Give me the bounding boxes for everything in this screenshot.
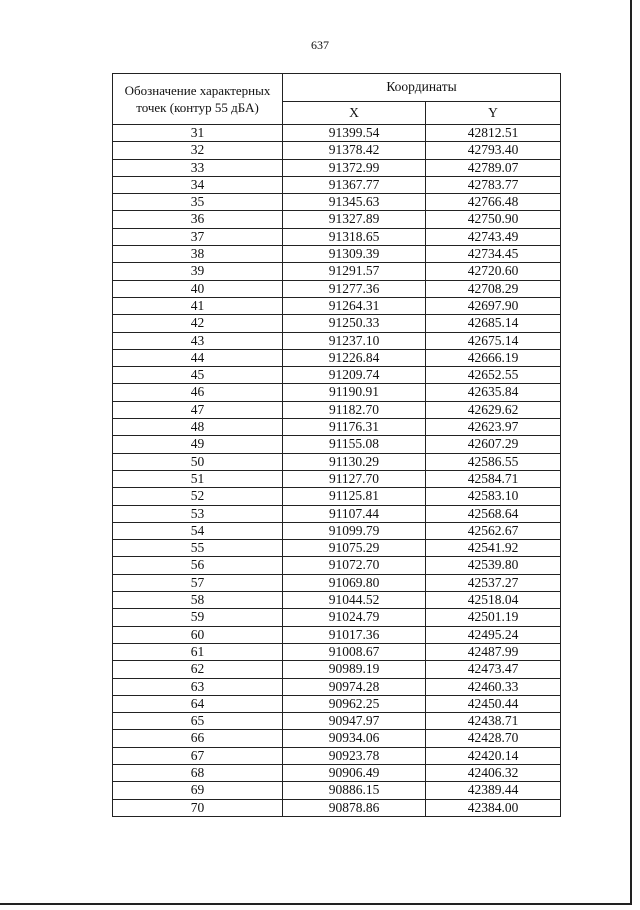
table-row [113, 626, 561, 643]
y-coordinate-cell: 42766.48 [426, 194, 561, 211]
point-id-cell: 37 [113, 228, 283, 245]
x-coordinate-cell: 91399.54 [283, 125, 426, 142]
y-coordinate-cell: 42789.07 [426, 159, 561, 176]
x-coordinate-cell: 91345.63 [283, 194, 426, 211]
y-coordinate-cell: 42743.49 [426, 228, 561, 245]
x-coordinate-cell: 91327.89 [283, 211, 426, 228]
point-id-cell: 58 [113, 592, 283, 609]
x-coordinate-cell: 90974.28 [283, 678, 426, 695]
x-header: X [283, 101, 426, 124]
table-row [113, 263, 561, 280]
y-coordinate-cell: 42586.55 [426, 453, 561, 470]
point-id-cell: 56 [113, 557, 283, 574]
table-row [113, 643, 561, 660]
x-coordinate-cell: 91372.99 [283, 159, 426, 176]
table-row [113, 522, 561, 539]
point-id-cell: 32 [113, 142, 283, 159]
table-row [113, 557, 561, 574]
y-coordinate-cell: 42629.62 [426, 401, 561, 418]
x-coordinate-cell: 91072.70 [283, 557, 426, 574]
x-coordinate-cell: 91190.91 [283, 384, 426, 401]
y-coordinate-cell: 42562.67 [426, 522, 561, 539]
table-row [113, 592, 561, 609]
table-row [113, 453, 561, 470]
point-id-cell: 53 [113, 505, 283, 522]
point-designation-header: Обозначение характерных точек (контур 55 дБА) [113, 74, 283, 125]
table-row [113, 799, 561, 816]
table-row [113, 661, 561, 678]
point-id-cell: 64 [113, 695, 283, 712]
y-coordinate-cell: 42635.84 [426, 384, 561, 401]
table-row [113, 297, 561, 314]
x-coordinate-cell: 90906.49 [283, 764, 426, 781]
y-coordinate-cell: 42584.71 [426, 470, 561, 487]
point-id-cell: 39 [113, 263, 283, 280]
y-coordinate-cell: 42793.40 [426, 142, 561, 159]
table-row [113, 176, 561, 193]
table-row [113, 488, 561, 505]
table-row [113, 609, 561, 626]
x-coordinate-cell: 91069.80 [283, 574, 426, 591]
y-coordinate-cell: 42537.27 [426, 574, 561, 591]
point-id-cell: 46 [113, 384, 283, 401]
x-coordinate-cell: 91024.79 [283, 609, 426, 626]
x-coordinate-cell: 91237.10 [283, 332, 426, 349]
y-coordinate-cell: 42438.71 [426, 713, 561, 730]
point-id-cell: 50 [113, 453, 283, 470]
point-id-cell: 59 [113, 609, 283, 626]
y-coordinate-cell: 42473.47 [426, 661, 561, 678]
point-id-cell: 70 [113, 799, 283, 816]
x-coordinate-cell: 90947.97 [283, 713, 426, 730]
x-coordinate-cell: 91075.29 [283, 540, 426, 557]
table-row [113, 211, 561, 228]
x-coordinate-cell: 91008.67 [283, 643, 426, 660]
y-coordinate-cell: 42541.92 [426, 540, 561, 557]
table-row [113, 315, 561, 332]
point-id-cell: 36 [113, 211, 283, 228]
table-row [113, 159, 561, 176]
y-coordinate-cell: 42406.32 [426, 764, 561, 781]
x-coordinate-cell: 91099.79 [283, 522, 426, 539]
x-coordinate-cell: 91155.08 [283, 436, 426, 453]
x-coordinate-cell: 91182.70 [283, 401, 426, 418]
table-row [113, 747, 561, 764]
x-coordinate-cell: 91107.44 [283, 505, 426, 522]
x-coordinate-cell: 90934.06 [283, 730, 426, 747]
y-coordinate-cell: 42697.90 [426, 297, 561, 314]
point-id-cell: 57 [113, 574, 283, 591]
x-coordinate-cell: 91176.31 [283, 419, 426, 436]
point-id-cell: 33 [113, 159, 283, 176]
point-id-cell: 49 [113, 436, 283, 453]
table-row [113, 246, 561, 263]
table-row [113, 401, 561, 418]
x-coordinate-cell: 91309.39 [283, 246, 426, 263]
x-coordinate-cell: 91277.36 [283, 280, 426, 297]
point-id-cell: 61 [113, 643, 283, 660]
table-row [113, 574, 561, 591]
table-row [113, 419, 561, 436]
point-id-cell: 35 [113, 194, 283, 211]
point-id-cell: 66 [113, 730, 283, 747]
point-id-cell: 65 [113, 713, 283, 730]
y-coordinate-cell: 42783.77 [426, 176, 561, 193]
y-coordinate-cell: 42487.99 [426, 643, 561, 660]
table-row [113, 436, 561, 453]
point-id-cell: 47 [113, 401, 283, 418]
table-row [113, 695, 561, 712]
y-coordinate-cell: 42720.60 [426, 263, 561, 280]
table-row [113, 228, 561, 245]
point-id-cell: 45 [113, 367, 283, 384]
page-number: 637 [311, 38, 329, 52]
y-coordinate-cell: 42685.14 [426, 315, 561, 332]
y-coordinate-cell: 42568.64 [426, 505, 561, 522]
y-coordinate-cell: 42583.10 [426, 488, 561, 505]
y-coordinate-cell: 42666.19 [426, 349, 561, 366]
point-id-cell: 38 [113, 246, 283, 263]
y-coordinate-cell: 42495.24 [426, 626, 561, 643]
y-coordinate-cell: 42389.44 [426, 782, 561, 799]
x-coordinate-cell: 91367.77 [283, 176, 426, 193]
table-row [113, 713, 561, 730]
table-row [113, 470, 561, 487]
point-id-cell: 51 [113, 470, 283, 487]
point-id-cell: 43 [113, 332, 283, 349]
y-coordinate-cell: 42675.14 [426, 332, 561, 349]
y-coordinate-cell: 42420.14 [426, 747, 561, 764]
x-coordinate-cell: 90989.19 [283, 661, 426, 678]
y-coordinate-cell: 42501.19 [426, 609, 561, 626]
y-coordinate-cell: 42539.80 [426, 557, 561, 574]
point-id-cell: 69 [113, 782, 283, 799]
y-coordinate-cell: 42460.33 [426, 678, 561, 695]
point-id-cell: 48 [113, 419, 283, 436]
table-row [113, 782, 561, 799]
y-coordinate-cell: 42428.70 [426, 730, 561, 747]
x-coordinate-cell: 90962.25 [283, 695, 426, 712]
point-id-cell: 42 [113, 315, 283, 332]
x-coordinate-cell: 91264.31 [283, 297, 426, 314]
point-id-cell: 52 [113, 488, 283, 505]
coordinates-table [112, 73, 561, 817]
x-coordinate-cell: 91017.36 [283, 626, 426, 643]
table-row [113, 349, 561, 366]
point-id-cell: 60 [113, 626, 283, 643]
point-id-cell: 31 [113, 125, 283, 142]
table-row [113, 678, 561, 695]
table-row [113, 730, 561, 747]
table-row [113, 384, 561, 401]
x-coordinate-cell: 91127.70 [283, 470, 426, 487]
y-coordinate-cell: 42652.55 [426, 367, 561, 384]
table-row [113, 280, 561, 297]
x-coordinate-cell: 90886.15 [283, 782, 426, 799]
table-header [113, 74, 561, 125]
point-id-cell: 44 [113, 349, 283, 366]
table-row [113, 764, 561, 781]
x-coordinate-cell: 91044.52 [283, 592, 426, 609]
table-row [113, 125, 561, 142]
x-coordinate-cell: 91291.57 [283, 263, 426, 280]
point-id-cell: 67 [113, 747, 283, 764]
x-coordinate-cell: 91130.29 [283, 453, 426, 470]
x-coordinate-cell: 91378.42 [283, 142, 426, 159]
x-coordinate-cell: 90878.86 [283, 799, 426, 816]
coordinates-sheet [112, 73, 560, 817]
x-coordinate-cell: 91250.33 [283, 315, 426, 332]
point-id-cell: 63 [113, 678, 283, 695]
point-id-cell: 34 [113, 176, 283, 193]
y-coordinate-cell: 42607.29 [426, 436, 561, 453]
table-row [113, 332, 561, 349]
y-coordinate-cell: 42734.45 [426, 246, 561, 263]
point-id-cell: 40 [113, 280, 283, 297]
y-coordinate-cell: 42450.44 [426, 695, 561, 712]
table-row [113, 505, 561, 522]
point-id-cell: 41 [113, 297, 283, 314]
table-row [113, 194, 561, 211]
x-coordinate-cell: 91318.65 [283, 228, 426, 245]
x-coordinate-cell: 90923.78 [283, 747, 426, 764]
table-row [113, 540, 561, 557]
y-coordinate-cell: 42750.90 [426, 211, 561, 228]
y-coordinate-cell: 42708.29 [426, 280, 561, 297]
y-header: Y [426, 101, 561, 124]
y-coordinate-cell: 42623.97 [426, 419, 561, 436]
table-row [113, 367, 561, 384]
point-id-cell: 55 [113, 540, 283, 557]
table-body [113, 125, 561, 817]
point-id-cell: 68 [113, 764, 283, 781]
x-coordinate-cell: 91209.74 [283, 367, 426, 384]
x-coordinate-cell: 91125.81 [283, 488, 426, 505]
point-id-cell: 62 [113, 661, 283, 678]
x-coordinate-cell: 91226.84 [283, 349, 426, 366]
y-coordinate-cell: 42518.04 [426, 592, 561, 609]
table-row [113, 142, 561, 159]
point-id-cell: 54 [113, 522, 283, 539]
coordinates-header: Координаты [283, 74, 561, 102]
y-coordinate-cell: 42812.51 [426, 125, 561, 142]
y-coordinate-cell: 42384.00 [426, 799, 561, 816]
